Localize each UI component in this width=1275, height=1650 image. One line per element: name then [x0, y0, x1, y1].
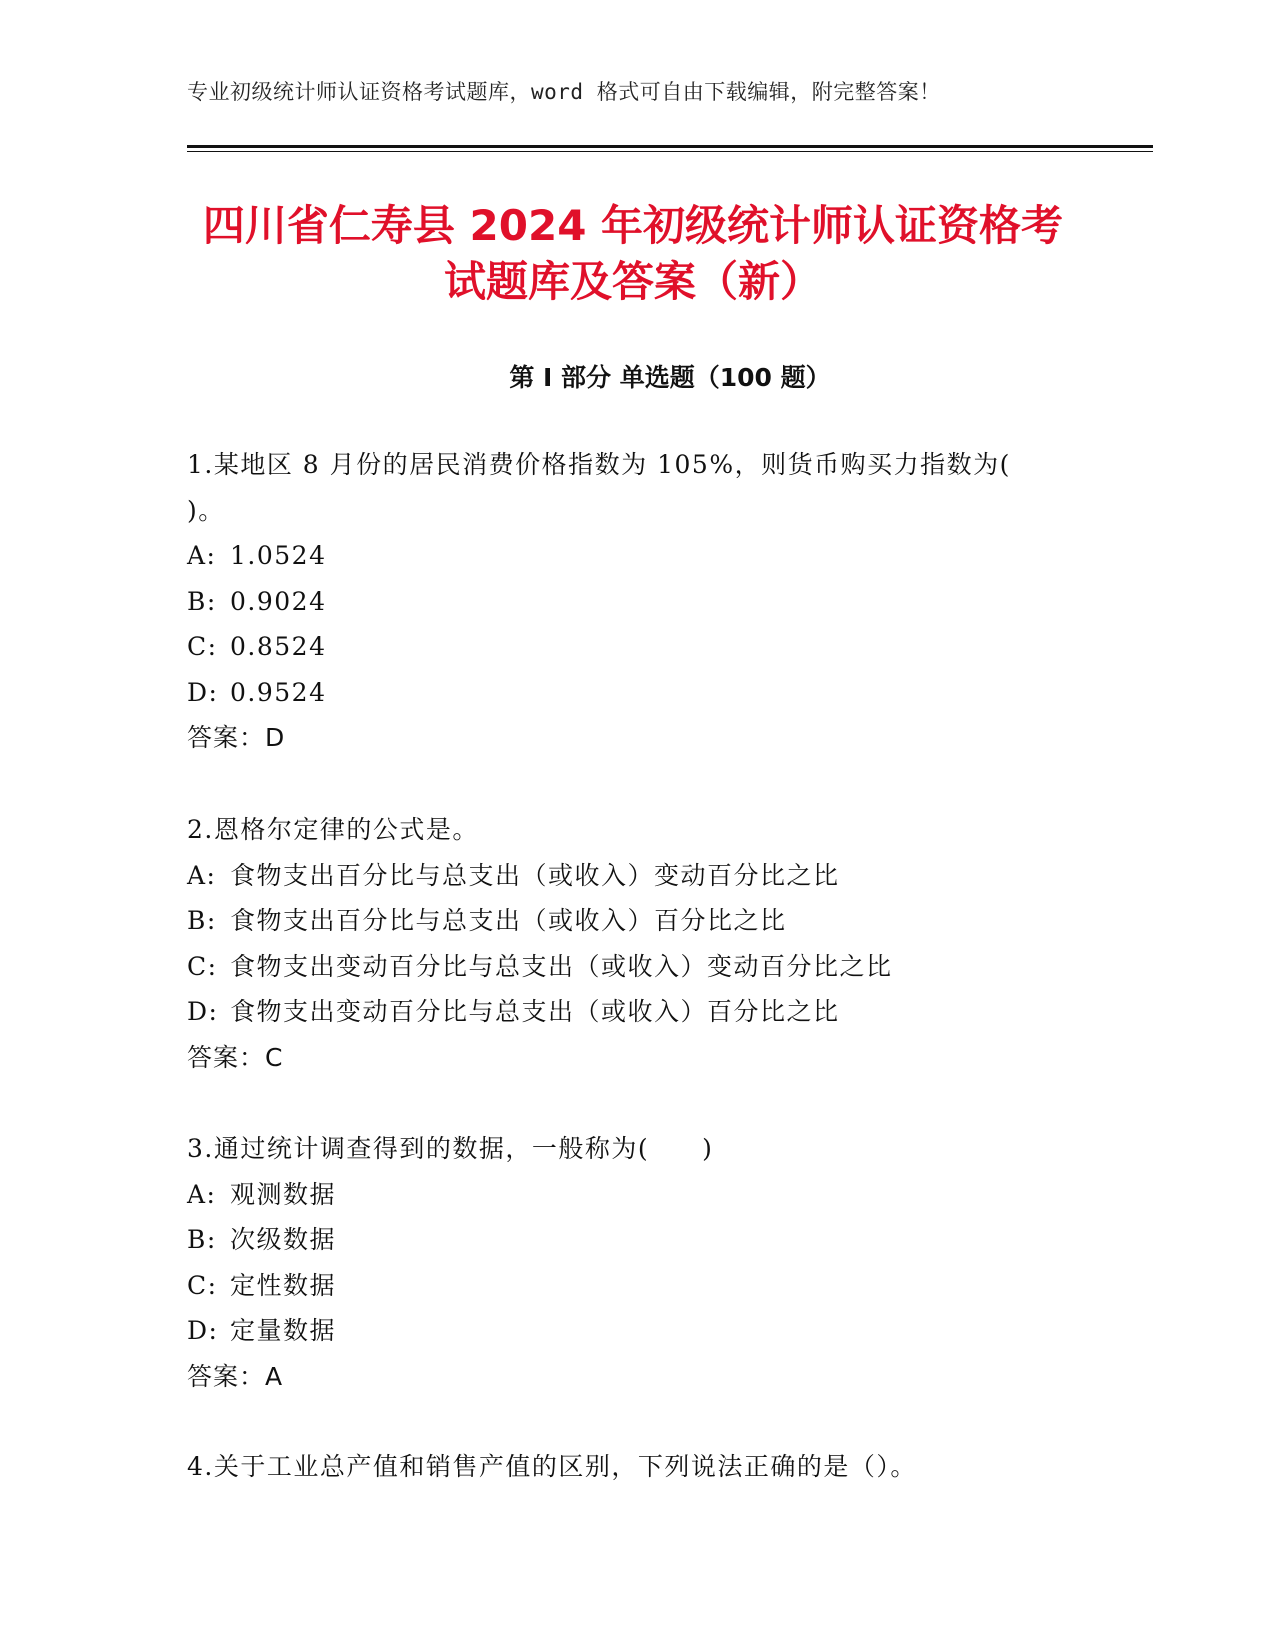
- title-line-2: 试题库及答案（新）: [443, 257, 822, 306]
- option-text: 1.0524: [230, 541, 327, 570]
- option-b: [187, 579, 1067, 625]
- option-a: [187, 1172, 1067, 1218]
- header-rule-thin: [187, 151, 1153, 152]
- option-letter: A:: [187, 860, 217, 890]
- question-stem: 3.通过统计调查得到的数据，一般称为( ): [187, 1134, 714, 1163]
- section-heading: 第 I 部分 单选题（100 题）: [509, 363, 831, 392]
- option-d: [187, 989, 1067, 1035]
- question-stem-continued: )。: [187, 495, 225, 525]
- option-letter: B:: [187, 586, 217, 616]
- document-title: [187, 198, 1079, 310]
- option-letter: C:: [187, 632, 218, 661]
- option-a: [187, 853, 1067, 899]
- option-d: [187, 670, 1067, 716]
- option-letter: D:: [187, 677, 219, 707]
- option-letter: B:: [187, 906, 217, 935]
- header-rule-thick: [187, 145, 1153, 148]
- option-b: [187, 898, 1067, 944]
- option-text: 食物支出变动百分比与总支出（或收入）百分比之比: [230, 997, 840, 1026]
- option-text: 0.8524: [230, 632, 327, 661]
- option-text: 0.9524: [230, 677, 327, 707]
- option-c: [187, 944, 1067, 990]
- option-text: 定性数据: [230, 1270, 337, 1300]
- option-letter: D:: [187, 1316, 219, 1345]
- header-note: 专业初级统计师认证资格考试题库，word 格式可自由下载编辑，附完整答案！: [187, 80, 941, 104]
- option-text: 食物支出百分比与总支出（或收入）变动百分比之比: [230, 860, 840, 890]
- option-letter: A:: [187, 1179, 217, 1209]
- question-4: [187, 1444, 1067, 1490]
- answer-line: 答案：D: [187, 723, 286, 752]
- option-a: [187, 533, 1067, 579]
- option-c: [187, 624, 1067, 670]
- option-text: 次级数据: [230, 1225, 337, 1254]
- question-3: [187, 1126, 1067, 1399]
- title-line-1: 四川省仁寿县 2024 年初级统计师认证资格考: [202, 201, 1064, 250]
- option-text: 定量数据: [230, 1316, 337, 1345]
- question-stem: 4.关于工业总产值和销售产值的区别，下列说法正确的是（）。: [187, 1452, 917, 1481]
- question-2: [187, 807, 1067, 1080]
- option-text: 观测数据: [230, 1179, 337, 1209]
- option-letter: C:: [187, 951, 218, 981]
- option-letter: D:: [187, 997, 219, 1026]
- question-stem: 1.某地区 8 月份的居民消费价格指数为 105%，则货币购买力指数为(: [187, 450, 1011, 479]
- option-b: [187, 1217, 1067, 1263]
- option-text: 食物支出百分比与总支出（或收入）百分比之比: [230, 906, 787, 935]
- question-stem: 2.恩格尔定律的公式是。: [187, 815, 479, 844]
- question-1: [187, 442, 1067, 761]
- option-d: [187, 1308, 1067, 1354]
- answer-line: 答案：C: [187, 1042, 284, 1072]
- option-letter: B:: [187, 1225, 217, 1254]
- option-text: 0.9024: [230, 586, 327, 616]
- option-text: 食物支出变动百分比与总支出（或收入）变动百分比之比: [230, 951, 893, 981]
- answer-line: 答案：A: [187, 1361, 284, 1391]
- option-c: [187, 1263, 1067, 1309]
- option-letter: A:: [187, 541, 217, 570]
- option-letter: C:: [187, 1270, 218, 1300]
